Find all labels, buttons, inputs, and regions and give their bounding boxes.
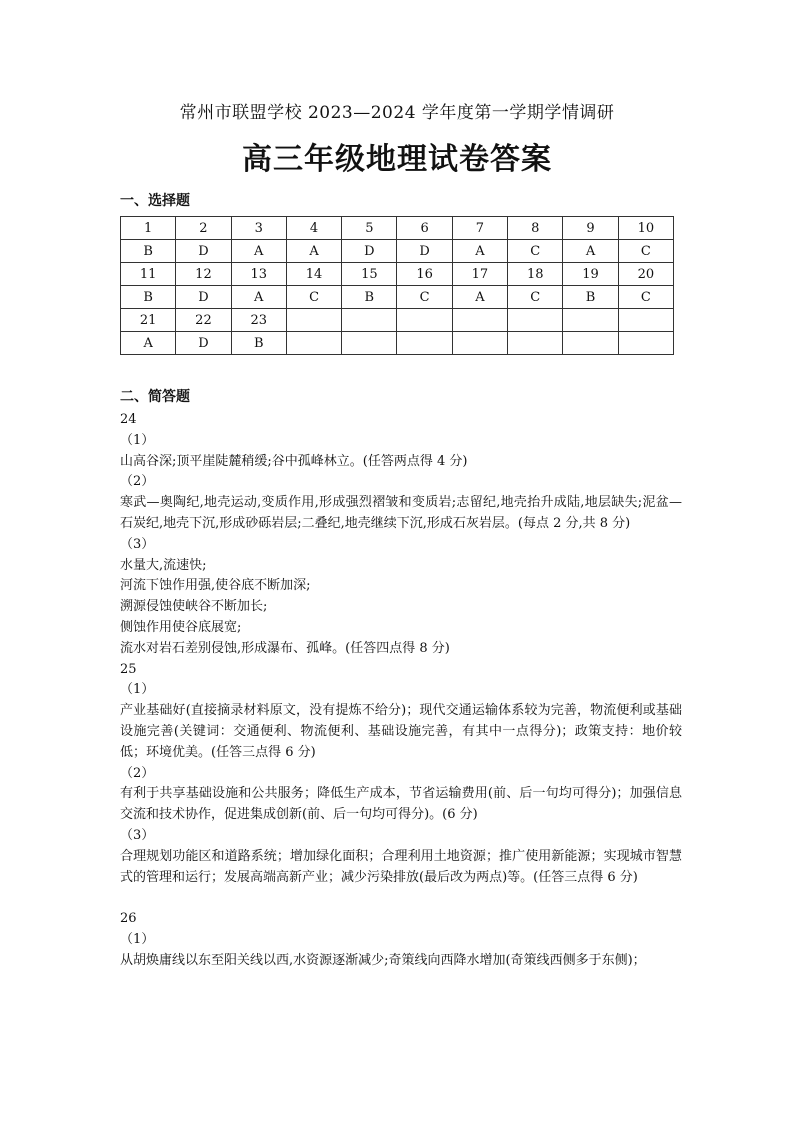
question-number-cell: 5 (342, 217, 397, 240)
question-number-cell (397, 309, 452, 332)
answer-cell: A (121, 332, 176, 355)
question-number-cell: 12 (176, 263, 231, 286)
answer-row (121, 240, 674, 263)
answer-cell (452, 332, 507, 355)
answer-text-line: 寒武—奥陶纪,地壳运动,变质作用,形成强烈褶皱和变质岩;志留纪,地壳抬升成陆,地层缺失;泥盆—石炭纪,地壳下沉,形成砂砾岩层;二叠纪,地壳继续下沉,形成石灰岩层。(每点 2 分,共 8 分) (120, 495, 682, 531)
answer-text-line: 山高谷深;顶平崖陡麓稍缓;谷中孤峰林立。(任答两点得 4 分) (120, 453, 468, 469)
answer-text-line: （2） (120, 474, 155, 490)
answer-text-line: 24 (120, 412, 137, 427)
answer-cell (563, 332, 618, 355)
answer-cell: C (508, 286, 563, 309)
answer-row (121, 286, 674, 309)
question-number-row (121, 217, 674, 240)
page-title: 高三年级地理试卷答案 (242, 142, 552, 177)
answer-cell: B (121, 286, 176, 309)
answer-cell (397, 332, 452, 355)
answer-cell: C (286, 286, 341, 309)
question-number-cell: 17 (452, 263, 507, 286)
question-number-cell: 11 (121, 263, 176, 286)
answer-text-line: （1） (120, 931, 155, 947)
answer-text-line: 河流下蚀作用强,使谷底不断加深; (120, 578, 311, 594)
question-number-cell: 23 (231, 309, 286, 332)
answer-cell: C (508, 240, 563, 263)
answer-text-line: （1） (120, 682, 155, 698)
answer-cell: B (342, 286, 397, 309)
answer-cell: A (231, 286, 286, 309)
answer-text-line: 产业基础好(直接摘录材料原文，没有提炼不给分)；现代交通运输体系较为完善，物流便利或基础设施完善(关键词：交通便利、物流便利、基础设施完善，有其中一点得分)；政策支持：地价较低；环境优美。(任答三点得 6 分) (120, 703, 682, 760)
section-short-answer-heading: 二、简答题 (120, 389, 190, 405)
answer-text-line: 水量大,流速快; (120, 557, 207, 573)
answer-cell: D (176, 332, 231, 355)
question-number-cell: 7 (452, 217, 507, 240)
answer-cell: C (618, 286, 673, 309)
question-number-cell (342, 309, 397, 332)
answer-text-line: 25 (120, 661, 137, 677)
question-number-cell: 8 (508, 217, 563, 240)
answer-cell: A (286, 240, 341, 263)
answer-table (120, 216, 674, 355)
answer-text-line: 合理规划功能区和道路系统；增加绿化面积；合理利用土地资源；推广使用新能源；实现城市智慧式的管理和运行；发展高端高新产业；减少污染排放(最后改为两点)等。(任答三点得 6 分) (120, 848, 682, 885)
answer-cell: A (231, 240, 286, 263)
answer-text-line: （2） (120, 765, 155, 781)
answer-cell: A (563, 240, 618, 263)
answer-text-line: （3） (120, 536, 155, 552)
question-number-cell: 14 (286, 263, 341, 286)
question-number-cell (563, 309, 618, 332)
answer-text-line: 26 (120, 911, 137, 927)
question-number-cell: 20 (618, 263, 673, 286)
question-number-cell: 3 (231, 217, 286, 240)
question-number-row (121, 309, 674, 332)
answer-text-line: （3） (120, 827, 155, 843)
question-number-cell: 4 (286, 217, 341, 240)
answer-text-line (120, 888, 682, 909)
answer-text-line: 从胡焕庸线以东至阳关线以西,水资源逐渐减少;奇策线向西降水增加(奇策线西侧多于东侧)； (120, 952, 646, 968)
answer-cell: D (342, 240, 397, 263)
answer-cell: A (452, 286, 507, 309)
question-number-cell (508, 309, 563, 332)
answer-cell: B (121, 240, 176, 263)
question-number-cell: 10 (618, 217, 673, 240)
answer-text-line: 有利于共享基础设施和公共服务；降低生产成本，节省运输费用(前、后一句均可得分)；加强信息交流和技术协作，促进集成创新(前、后一句均可得分)。(6 分) (120, 786, 682, 823)
section-multiple-choice-heading: 一、选择题 (120, 193, 190, 209)
answer-row (121, 332, 674, 355)
question-number-cell: 15 (342, 263, 397, 286)
question-number-row (121, 263, 674, 286)
exam-subtitle: 常州市联盟学校 2023—2024 学年度第一学期学情调研 (179, 103, 615, 123)
answer-cell (618, 332, 673, 355)
question-number-cell (286, 309, 341, 332)
question-number-cell: 19 (563, 263, 618, 286)
question-number-cell (618, 309, 673, 332)
short-answer-body (120, 410, 682, 972)
answer-cell: A (452, 240, 507, 263)
answer-cell: C (397, 286, 452, 309)
question-number-cell: 18 (508, 263, 563, 286)
question-number-cell (452, 309, 507, 332)
answer-text-line: 溯源侵蚀使峡谷不断加长; (120, 599, 268, 615)
question-number-cell: 16 (397, 263, 452, 286)
answer-cell (508, 332, 563, 355)
answer-cell: B (563, 286, 618, 309)
answer-cell: D (176, 240, 231, 263)
answer-cell: D (397, 240, 452, 263)
question-number-cell: 22 (176, 309, 231, 332)
question-number-cell: 9 (563, 217, 618, 240)
answer-cell (286, 332, 341, 355)
answer-text-line: 流水对岩石差别侵蚀,形成瀑布、孤峰。(任答四点得 8 分) (120, 640, 450, 656)
answer-cell (342, 332, 397, 355)
question-number-cell: 6 (397, 217, 452, 240)
answer-text-line: 侧蚀作用使谷底展宽; (120, 619, 242, 635)
question-number-cell: 13 (231, 263, 286, 286)
answer-cell: B (231, 332, 286, 355)
question-number-cell: 2 (176, 217, 231, 240)
answer-text-line: （1） (120, 432, 155, 448)
question-number-cell: 21 (121, 309, 176, 332)
question-number-cell: 1 (121, 217, 176, 240)
answer-cell: C (618, 240, 673, 263)
answer-cell: D (176, 286, 231, 309)
